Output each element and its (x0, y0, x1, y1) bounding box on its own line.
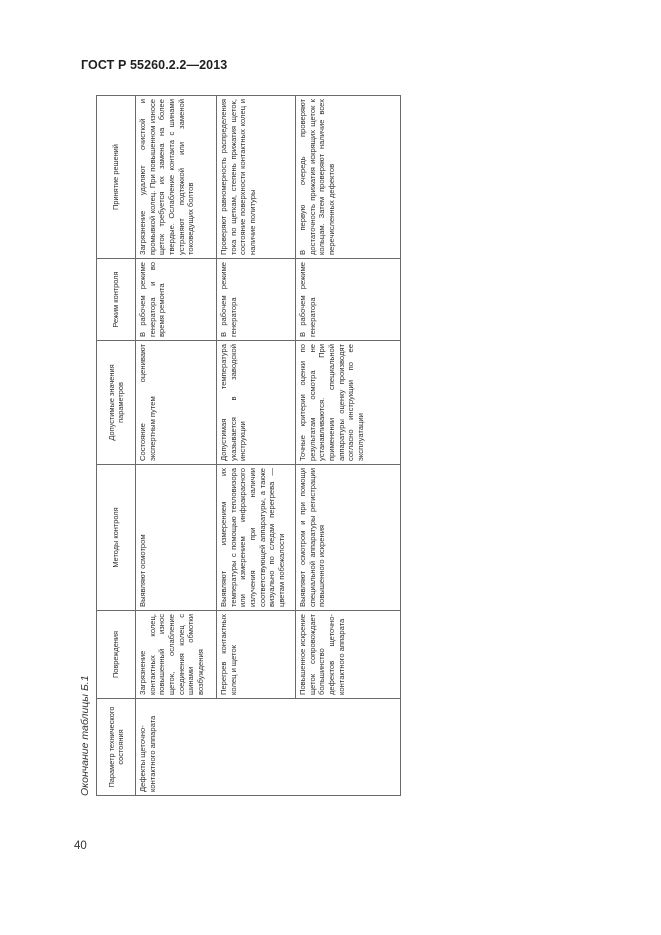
decision-cell: Проверяют равномерность распределения тока по щеткам, степень прижатия щеток, состояние поверхности контактных колец и наличие политуры (217, 96, 296, 259)
mode-cell: В рабочем режиме генератора и во время ремонта (136, 259, 217, 341)
defects-table (96, 95, 401, 796)
col-header-damage: Повреждения (97, 611, 136, 699)
allowed-cell: Точные критерии оценки по результатам осмотра не устанавливаются. При применении специальной аппаратуры оценку производят согласно инструкции по ее эксплуатации (296, 341, 401, 465)
col-header-methods: Методы контроля (97, 465, 136, 611)
mode-cell: В рабочем режиме генератора (217, 259, 296, 341)
col-header-allowed: Допустимые значения параметров (97, 341, 136, 465)
table-row (296, 96, 401, 796)
method-cell: Выявляют осмотром и при помощи специальной аппаратуры регистрации повышенного искрения (296, 465, 401, 611)
damage-cell: Загрязнение контактных колец, повышенный износ щеток, ослабление соединения колец с шинами обмотки возбуждения (136, 611, 217, 699)
document-header: ГОСТ Р 55260.2.2—2013 (81, 58, 228, 72)
rotated-table-block (78, 96, 396, 796)
decision-cell: Загрязнение удаляют очисткой и промывкой колец. При повышенном износе щеток требуется их замена на более твердые. Ослабление контакта с шинами устраняют подтяжкой или заменой токоведущих болтов (136, 96, 217, 259)
mode-cell: В рабочем режиме генератора (296, 259, 401, 341)
table-row (217, 96, 296, 796)
damage-cell: Перегрев контактных колец и щеток (217, 611, 296, 699)
damage-cell: Повышенное искрение щеток сопровождает большинство дефектов щеточно-контактного аппарата (296, 611, 401, 699)
parameter-cell: Дефекты щеточно-контактного аппарата (136, 699, 401, 796)
col-header-decision: Принятие решений (97, 96, 136, 259)
col-header-parameter: Параметр технического состояния (97, 699, 136, 796)
table-caption: Окончание таблицы Б.1 (79, 675, 91, 796)
allowed-cell: Допустимая температура указывается в заводской инструкции (217, 341, 296, 465)
method-cell: Выявляют осмотром (136, 465, 217, 611)
method-cell: Выявляют измерением их температуры с помощью тепловизора или измерением инфракрасного излучения при наличии соответствующей аппаратуры, а также визуально по следам перегрева — цветам побежалости (217, 465, 296, 611)
table-header-row (97, 96, 136, 796)
table-row (136, 96, 217, 796)
page-number: 40 (74, 840, 87, 852)
decision-cell: В первую очередь проверяют достаточность прижатия искрящих щеток к кольцам. Затем проверяют наличие всех перечисленных дефектов (296, 96, 401, 259)
col-header-mode: Режим контроля (97, 259, 136, 341)
allowed-cell: Состояние оценивают экспертным путем (136, 341, 217, 465)
